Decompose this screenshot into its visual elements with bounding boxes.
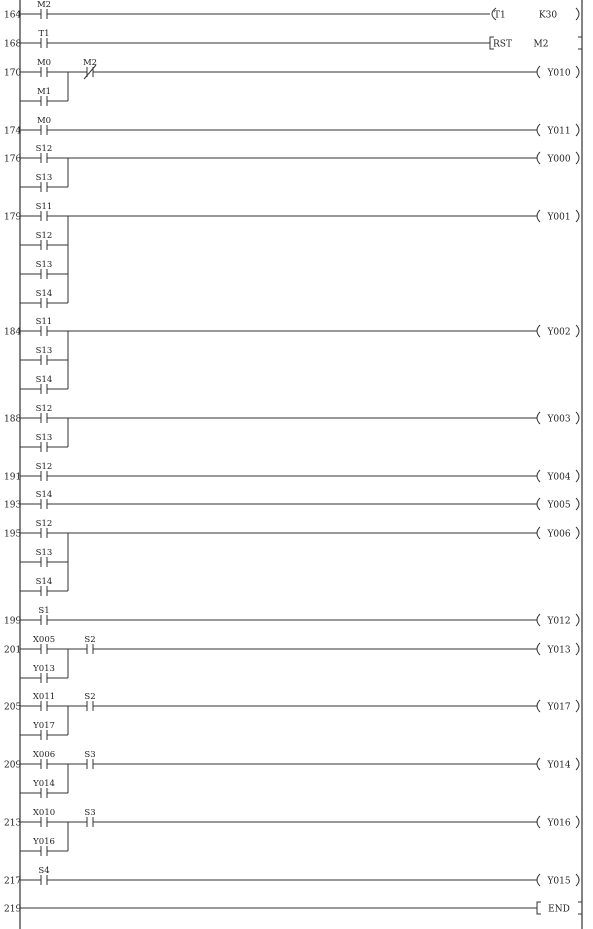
step-number: 179 xyxy=(4,212,22,223)
no-contact xyxy=(36,577,53,596)
coil-out xyxy=(537,874,579,887)
no-contact xyxy=(32,721,55,740)
contact-label: S13 xyxy=(35,346,53,356)
coil-out xyxy=(537,758,579,771)
coil-out xyxy=(537,66,579,79)
coil-label: Y004 xyxy=(547,472,571,483)
contact-label: S13 xyxy=(35,260,53,270)
step-number: 191 xyxy=(4,472,22,483)
no-contact xyxy=(38,606,49,625)
instruction-label: RST xyxy=(493,39,512,50)
coil-out xyxy=(537,498,579,511)
contact-label: S2 xyxy=(84,692,96,702)
coil-label: Y003 xyxy=(547,414,571,425)
rung-170 xyxy=(4,58,579,106)
coil-left-arc xyxy=(537,498,540,510)
no-contact xyxy=(37,116,51,135)
coil-left-arc xyxy=(537,124,540,136)
instruction-operand: M2 xyxy=(533,39,549,50)
coil-out xyxy=(537,614,579,627)
coil-left-arc xyxy=(537,470,540,482)
contact-label: S13 xyxy=(35,433,53,443)
contact-label: Y016 xyxy=(33,837,55,847)
contact-label: Y017 xyxy=(33,721,55,731)
no-contact xyxy=(36,519,53,538)
coil-right-arc xyxy=(576,874,579,886)
contact-label: M0 xyxy=(36,116,52,126)
coil-rst xyxy=(490,37,582,50)
coil-out xyxy=(537,325,579,338)
contact-label: S14 xyxy=(35,375,53,385)
rung-209 xyxy=(4,750,579,798)
no-contact xyxy=(36,202,53,221)
no-contact xyxy=(32,664,55,683)
rung-199 xyxy=(4,606,579,627)
contact-label: Y014 xyxy=(33,779,55,789)
rung-168 xyxy=(4,29,582,50)
timer-label: T1 xyxy=(494,10,506,21)
coil-left-arc xyxy=(537,66,540,78)
coil-out xyxy=(537,152,579,165)
coil-right-arc xyxy=(576,8,579,20)
contact-label: M0 xyxy=(36,58,52,68)
contact-label: M2 xyxy=(36,0,52,10)
step-number: 164 xyxy=(4,10,22,21)
coil-label: Y002 xyxy=(547,327,571,338)
coil-right-arc xyxy=(576,325,579,337)
rung-176 xyxy=(4,144,579,192)
no-contact xyxy=(36,144,53,163)
no-contact xyxy=(36,260,53,279)
step-number: 213 xyxy=(4,818,22,829)
contact-label: X006 xyxy=(32,750,56,760)
no-contact xyxy=(32,837,55,856)
rung-174 xyxy=(4,116,579,137)
nc-contact xyxy=(83,58,97,79)
rung-219 xyxy=(4,902,582,915)
coil-right-arc xyxy=(576,470,579,482)
contact-label: S13 xyxy=(35,548,53,558)
contact-label: S14 xyxy=(35,490,53,500)
contact-label: S3 xyxy=(84,750,96,760)
no-contact xyxy=(36,231,53,250)
no-contact xyxy=(84,808,95,827)
rung-205 xyxy=(4,692,579,740)
coil-label: Y013 xyxy=(547,645,571,656)
no-contact xyxy=(33,808,55,827)
no-contact xyxy=(36,317,53,336)
end-label: END xyxy=(548,904,570,915)
coil-label: Y001 xyxy=(547,212,571,223)
no-contact xyxy=(36,433,53,452)
contact-label: X005 xyxy=(32,635,56,645)
coil-right-arc xyxy=(576,124,579,136)
contact-label: S2 xyxy=(84,635,96,645)
step-number: 217 xyxy=(4,876,22,887)
coil-right-arc xyxy=(576,152,579,164)
coil-label: Y005 xyxy=(547,500,571,511)
coil-right-arc xyxy=(576,210,579,222)
no-contact xyxy=(38,29,49,48)
step-number: 184 xyxy=(4,327,22,338)
coil-out xyxy=(537,527,579,540)
rung-179 xyxy=(4,202,579,308)
coil-right-arc xyxy=(576,700,579,712)
no-contact xyxy=(36,462,53,481)
contact-label: S11 xyxy=(35,202,53,212)
coil-left-arc xyxy=(537,643,540,655)
coil-right-arc xyxy=(576,412,579,424)
contact-label: M2 xyxy=(82,58,98,68)
coil-label: Y014 xyxy=(547,760,571,771)
contact-label: S1 xyxy=(38,606,50,616)
rung-195 xyxy=(4,519,579,596)
coil-left-arc xyxy=(537,700,540,712)
coil-out xyxy=(537,470,579,483)
contact-label: S13 xyxy=(35,173,53,183)
coil-left-arc xyxy=(537,874,540,886)
contact-label: S12 xyxy=(35,144,53,154)
contact-label: S14 xyxy=(35,289,53,299)
coil-left-arc xyxy=(537,412,540,424)
step-number: 176 xyxy=(4,154,22,165)
coil-right-arc xyxy=(576,527,579,539)
step-number: 199 xyxy=(4,616,22,627)
coil-out xyxy=(537,210,579,223)
contact-label: S11 xyxy=(35,317,53,327)
coil-right-arc xyxy=(576,643,579,655)
contact-label: X011 xyxy=(32,692,56,702)
no-contact xyxy=(37,0,51,19)
contact-label: S4 xyxy=(38,866,50,876)
contact-label: T1 xyxy=(38,29,50,39)
contact-label: S12 xyxy=(35,404,53,414)
bracket-left xyxy=(537,902,541,914)
rung-213 xyxy=(4,808,579,856)
rungs-group xyxy=(4,0,582,915)
no-contact xyxy=(37,58,51,77)
step-number: 209 xyxy=(4,760,22,771)
coil-end xyxy=(537,902,582,915)
coil-right-arc xyxy=(576,498,579,510)
coil-right-arc xyxy=(576,66,579,78)
coil-left-arc xyxy=(537,325,540,337)
coil-label: Y011 xyxy=(547,126,571,137)
coil-out xyxy=(537,412,579,425)
coil-label: Y017 xyxy=(547,702,571,713)
coil-label: Y012 xyxy=(547,616,571,627)
step-number: 188 xyxy=(4,414,22,425)
contact-label: S12 xyxy=(35,462,53,472)
coil-out xyxy=(537,643,579,656)
coil-label: Y015 xyxy=(547,876,571,887)
coil-right-arc xyxy=(576,758,579,770)
timer-constant: K30 xyxy=(538,10,558,21)
rung-188 xyxy=(4,404,579,452)
no-contact xyxy=(84,750,95,769)
no-contact xyxy=(36,404,53,423)
step-number: 201 xyxy=(4,645,22,656)
no-contact xyxy=(33,692,55,711)
coil-left-arc xyxy=(537,816,540,828)
no-contact xyxy=(33,750,55,769)
contact-label: S12 xyxy=(35,519,53,529)
no-contact xyxy=(36,346,53,365)
no-contact xyxy=(36,289,53,308)
coil-left-arc xyxy=(537,210,540,222)
contact-label: X010 xyxy=(32,808,56,818)
coil-right-arc xyxy=(576,816,579,828)
step-number: 195 xyxy=(4,529,22,540)
coil-label: Y000 xyxy=(547,154,571,165)
no-contact xyxy=(36,173,53,192)
step-number: 174 xyxy=(4,126,22,137)
coil-label: Y006 xyxy=(547,529,571,540)
no-contact xyxy=(32,779,55,798)
contact-label: S3 xyxy=(84,808,96,818)
contact-label: S12 xyxy=(35,231,53,241)
coil-timer xyxy=(492,8,579,21)
no-contact xyxy=(36,548,53,567)
coil-left-arc xyxy=(537,758,540,770)
step-number: 219 xyxy=(4,904,22,915)
step-number: 205 xyxy=(4,702,22,713)
no-contact xyxy=(36,375,53,394)
coil-left-arc xyxy=(537,152,540,164)
no-contact xyxy=(33,635,55,654)
coil-left-arc xyxy=(537,527,540,539)
contact-label: Y013 xyxy=(33,664,55,674)
rung-201 xyxy=(4,635,579,683)
step-number: 170 xyxy=(4,68,22,79)
rung-193 xyxy=(4,490,579,511)
coil-label: Y016 xyxy=(547,818,571,829)
coil-left-arc xyxy=(537,614,540,626)
contact-label: S14 xyxy=(35,577,53,587)
rung-191 xyxy=(4,462,579,483)
no-contact xyxy=(84,692,95,711)
no-contact xyxy=(84,635,95,654)
coil-out xyxy=(537,124,579,137)
coil-label: Y010 xyxy=(547,68,571,79)
coil-out xyxy=(537,700,579,713)
step-number: 168 xyxy=(4,39,22,50)
step-number: 193 xyxy=(4,500,22,511)
no-contact xyxy=(38,866,49,885)
coil-out xyxy=(537,816,579,829)
no-contact xyxy=(36,490,53,509)
rung-217 xyxy=(4,866,579,887)
coil-right-arc xyxy=(576,614,579,626)
no-contact xyxy=(37,87,51,106)
rung-184 xyxy=(4,317,579,394)
rung-164 xyxy=(4,0,579,21)
contact-label: M1 xyxy=(36,87,52,97)
